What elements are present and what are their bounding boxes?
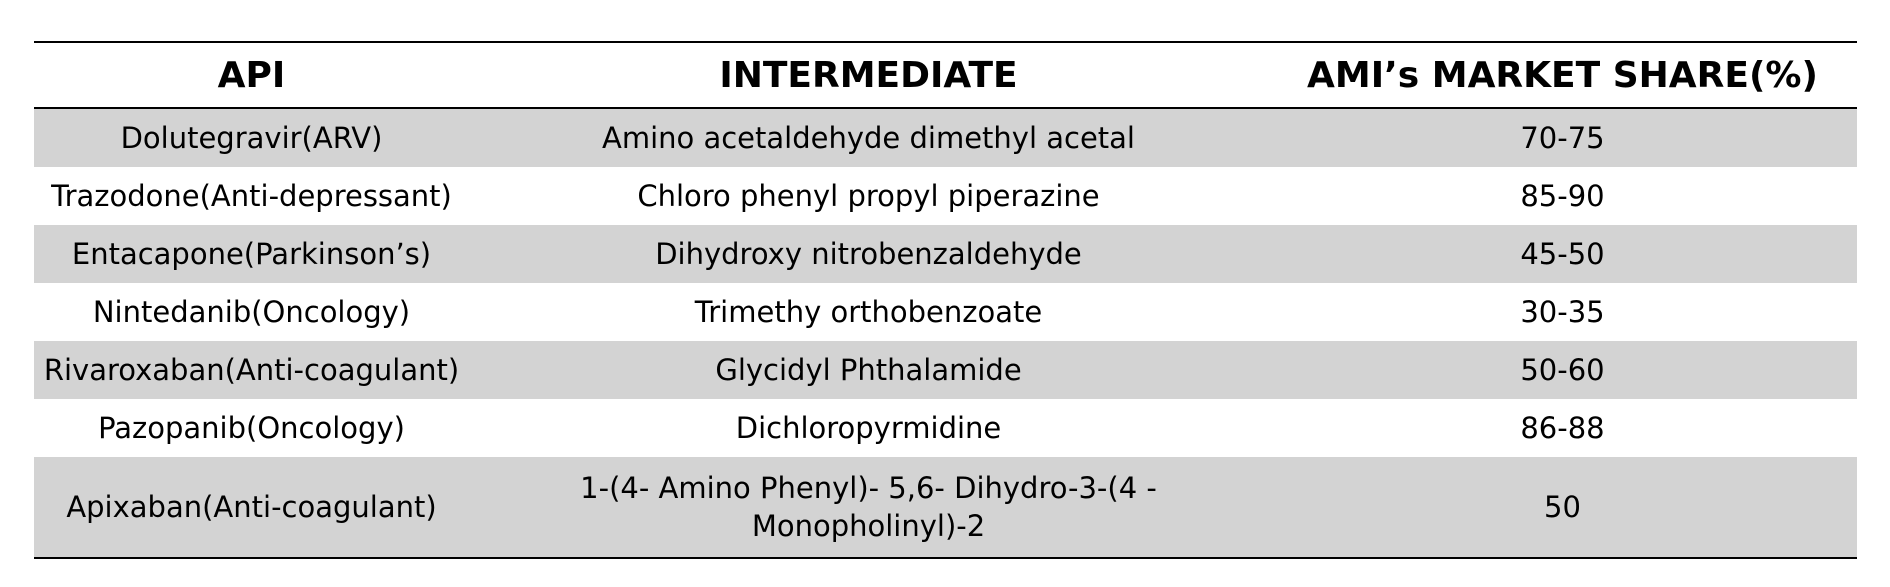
table-row	[34, 108, 1857, 167]
cell-intermediate: Glycidyl Phthalamide	[469, 341, 1268, 399]
header-market-share: AMI’s MARKET SHARE(%)	[1268, 42, 1857, 108]
cell-market-share: 70-75	[1268, 108, 1857, 167]
cell-intermediate: Dichloropyrmidine	[735, 411, 1002, 445]
table-row	[34, 457, 1857, 558]
cell-api: Rivaroxaban(Anti-coagulant)	[34, 341, 469, 399]
cell-market-share: 50-60	[1268, 341, 1857, 399]
table-row	[34, 283, 1857, 341]
header-api: API	[34, 42, 469, 108]
market-share-table	[34, 41, 1857, 559]
table-row	[34, 399, 1857, 457]
table-row	[34, 167, 1857, 225]
cell-market-share: 30-35	[1520, 295, 1605, 329]
cell-api: Pazopanib(Oncology)	[98, 411, 405, 445]
cell-market-share: 86-88	[1520, 411, 1605, 445]
cell-api: Entacapone(Parkinson’s)	[34, 225, 469, 283]
cell-api: Apixaban(Anti-coagulant)	[34, 457, 469, 558]
cell-market-share: 45-50	[1268, 225, 1857, 283]
cell-api: Trazodone(Anti-depressant)	[51, 179, 452, 213]
table-header-row	[34, 42, 1857, 108]
cell-intermediate: Chloro phenyl propyl piperazine	[637, 179, 1100, 213]
cell-intermediate: Trimethy orthobenzoate	[694, 295, 1043, 329]
market-share-table-container	[34, 41, 1857, 559]
table-row	[34, 341, 1857, 399]
cell-market-share: 85-90	[1520, 179, 1605, 213]
cell-market-share: 50	[1268, 457, 1857, 558]
table-row	[34, 225, 1857, 283]
cell-intermediate: Dihydroxy nitrobenzaldehyde	[469, 225, 1268, 283]
cell-api: Nintedanib(Oncology)	[92, 295, 411, 329]
header-intermediate: INTERMEDIATE	[469, 42, 1268, 108]
cell-intermediate: Amino acetaldehyde dimethyl acetal	[469, 108, 1268, 167]
cell-api: Dolutegravir(ARV)	[34, 108, 469, 167]
cell-intermediate: 1-(4- Amino Phenyl)- 5,6- Dihydro-3-(4 - Monopholinyl)-2	[469, 457, 1268, 558]
